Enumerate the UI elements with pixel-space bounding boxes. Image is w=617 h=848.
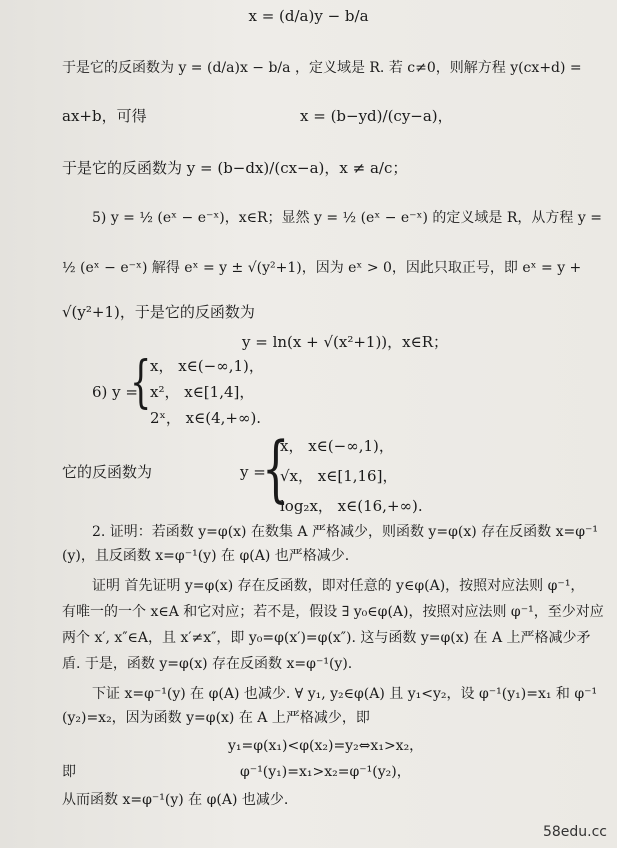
piecewise-case: log₂x， x∈(16,+∞). xyxy=(280,497,423,515)
text-line: ½ (eˣ − e⁻ˣ) 解得 eˣ = y ± √(y²+1)，因为 eˣ > 0，因此只取正号，即 eˣ = y + xyxy=(62,260,582,276)
watermark: 58edu.cc xyxy=(542,824,607,840)
text-line: 从而函数 x=φ⁻¹(y) 在 φ(A) 也减少. xyxy=(62,792,289,808)
piecewise-case: x， x∈(−∞,1)， xyxy=(150,357,264,375)
text-line: (y₂)=x₂，因为函数 y=φ(x) 在 A 上严格减少，即 xyxy=(62,710,370,726)
text-line: 盾. 于是，函数 y=φ(x) 存在反函数 x=φ⁻¹(y). xyxy=(62,656,353,672)
text-line: 下证 x=φ⁻¹(y) 在 φ(A) 也减少. ∀ y₁, y₂∈φ(A) 且 y₁<y₂，设 φ⁻¹(y₁)=x₁ 和 φ⁻¹ xyxy=(92,686,598,702)
piecewise-case: √x， x∈[1,16]， xyxy=(280,467,398,485)
brace: { xyxy=(130,350,152,415)
equation-line: φ⁻¹(y₁)=x₁>x₂=φ⁻¹(y₂)， xyxy=(240,764,411,780)
text-line: 5) y = ½ (eˣ − e⁻ˣ)，x∈R；显然 y = ½ (eˣ − e⁻ˣ) 的定义域是 R，从方程 y = xyxy=(92,210,602,226)
piecewise-case: 2ˣ， x∈(4,+∞). xyxy=(150,409,262,427)
equation-line: y = ln(x + √(x²+1))，x∈R； xyxy=(242,333,449,351)
text-line: 证明 首先证明 y=φ(x) 存在反函数，即对任意的 y∈φ(A)，按照对应法则 φ⁻¹， xyxy=(92,578,585,594)
text-line: 于是它的反函数为 y = (d/a)x − b/a ，定义域是 R. 若 c≠0，则解方程 y(cx+d) = xyxy=(62,60,582,76)
text-line: 有唯一的一个 x∈A 和它对应；若不是，假设 ∃ y₀∈φ(A)，按照对应法则 φ⁻¹，至少对应 xyxy=(62,604,604,620)
piecewise-case: x， x∈(−∞,1)， xyxy=(280,437,394,455)
text-line: 即 xyxy=(62,764,76,780)
text-line: √(y²+1)，于是它的反函数为 xyxy=(62,303,255,321)
text-line: 两个 x′, x″∈A，且 x′≠x″，即 y₀=φ(x′)=φ(x″). 这与函数 y=φ(x) 在 A 上严格减少矛 xyxy=(62,630,591,646)
piecewise-label: 6) y = xyxy=(92,383,138,401)
piecewise-case: x²， x∈[1,4]， xyxy=(150,383,255,401)
brace: { xyxy=(262,426,290,510)
text-line: ax+b，可得 xyxy=(62,107,147,125)
text-line: 它的反函数为 xyxy=(62,463,153,481)
equation-line: x = (b−yd)/(cy−a)， xyxy=(300,107,453,125)
piecewise-label: y = xyxy=(240,463,266,481)
text-line: 2. 证明：若函数 y=φ(x) 在数集 A 严格减少，则函数 y=φ(x) 存在反函数 x=φ⁻¹ xyxy=(92,524,599,540)
text-line: (y)，且反函数 x=φ⁻¹(y) 在 φ(A) 也严格减少. xyxy=(62,548,350,564)
equation-line: y₁=φ(x₁)<φ(x₂)=y₂⇔x₁>x₂， xyxy=(228,738,424,754)
equation-line: x = (d/a)y − b/a xyxy=(248,7,369,25)
text-line: 于是它的反函数为 y = (b−dx)/(cx−a)，x ≠ a/c； xyxy=(62,159,408,177)
